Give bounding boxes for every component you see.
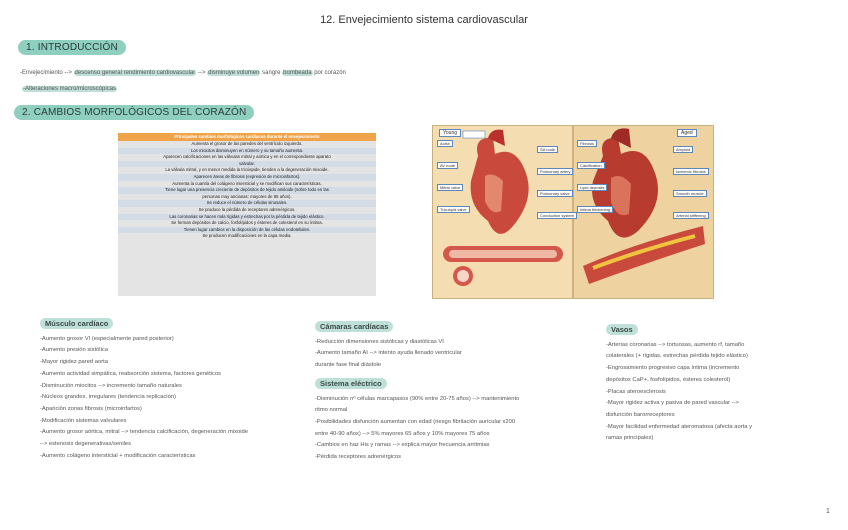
list-item: -Disminución nº células marcapasos (90% entre 20-75 años) --> mantenimiento: [315, 395, 520, 402]
intro-highlight: bombeada: [283, 70, 312, 76]
list-item: -Mayor rigidez activa y pasiva de pared vascular -->: [606, 400, 739, 407]
table-row: Aumenta la cuantía del colágeno intersticial y se modifican sus características.: [172, 180, 322, 186]
table-row: Se reduce el número de células sinusales.: [118, 200, 376, 207]
figure-label: AV node: [437, 162, 458, 169]
intro-highlight: disminuye volumen: [208, 70, 260, 76]
list-item: colaterales (+ rígidas, estrechas pérdida tejido elástico): [606, 353, 748, 360]
table-header: Principales cambios morfológicos cardíacos durante el envejecimiento: [118, 133, 376, 141]
list-item: disfunción barorreceptores: [606, 411, 675, 418]
table-row: Se producen modificaciones en la capa media.: [202, 233, 292, 239]
list-item: -Placas ateroesclerosis: [606, 388, 666, 395]
intro-line-2: -Alteraciones macro/microscópicas: [23, 86, 117, 92]
list-item: -Aumento tamaño AI --> intento ayuda llenado ventricular: [315, 350, 462, 357]
intro-text: sangre: [260, 70, 283, 76]
list-item: durante fase final diástole: [315, 362, 382, 369]
vasos-heading: Vasos: [606, 324, 638, 335]
list-item: ramas principales): [606, 435, 654, 442]
table-row: Se forman depósitos de calcio, fosfolípidos y ésteres de colesterol en su íntima.: [171, 220, 323, 226]
list-item: -Engrosamiento progresivo capa íntima (incremento: [606, 365, 740, 372]
intro-text: -->: [196, 70, 208, 76]
intro-line-1: [20, 70, 346, 76]
musculo-column: [40, 318, 300, 462]
figure-label: Aorta: [437, 140, 453, 147]
list-item: -Reducción dimensiones sistólicas y diastólicas VI: [315, 338, 444, 345]
figure-label: Mitral valve: [437, 184, 463, 191]
figure-label: Amyloid: [673, 146, 693, 153]
figure-label: SA node: [537, 146, 558, 153]
list-item: -Disminución miocitos --> incremento tamaño naturales: [40, 382, 182, 389]
musculo-heading: Músculo cardíaco: [40, 318, 113, 329]
list-item: -Pérdida receptores adrenérgicos: [315, 454, 402, 461]
list-item: entre 40-90 años) --> 5% mayores 65 años y 10% mayores 75 años: [315, 430, 490, 437]
table-row: Tienen lugar cambios en la disposición de las células endoteliales.: [118, 227, 376, 234]
list-item: -Núcleos grandes, irregulares (tendencia replicación): [40, 394, 176, 401]
morphological-changes-table: [118, 133, 376, 296]
heart-aging-figure: [432, 125, 714, 299]
intro-highlight: descenso general rendimiento cardiovascular: [74, 70, 196, 76]
section-introduccion-heading: 1. INTRODUCCIÓN: [18, 40, 126, 55]
young-label: Young: [439, 129, 461, 137]
page-title: 12. Envejecimiento sistema cardiovascular: [320, 14, 528, 26]
table-row: personas muy ancianas: mayores de 85 años).: [202, 193, 292, 199]
table-row: La válvula mitral, y en menor medida la tricúspide, tienden a la degeneración mixoide.: [165, 167, 329, 173]
list-item: -Aumento grosor VI (especialmente pared posterior): [40, 335, 174, 342]
sistema-heading: Sistema eléctrico: [315, 378, 387, 389]
figure-label: Calcification: [577, 162, 605, 169]
vasos-column: [606, 324, 836, 445]
table-row: Aumenta el grosor de las paredes del ventrículo izquierdo.: [191, 141, 303, 146]
list-item: -Aumento colágeno intersticial + modificación características: [40, 452, 196, 459]
list-item: depósitos CaP+, fosfolípidos, ésteres colesterol): [606, 376, 731, 383]
figure-label: Fibrosis: [577, 140, 597, 147]
figure-label: Pulmonary artery: [537, 168, 573, 175]
table-row: Aparecen calcificaciones en las válvulas mitral y aórtica y en el correspondiente aparato: [163, 154, 331, 160]
figure-label: Intima thickening: [577, 206, 613, 213]
list-item: -Aumento actividad simpática, reabsorción sistema, factores genéticos: [40, 370, 222, 377]
figure-label: Tricuspid valve: [437, 206, 470, 213]
figure-label: Ischemic fibrosis: [673, 168, 709, 175]
list-item: -Mayor rigidez pared aorta: [40, 359, 108, 366]
camaras-heading: Cámaras cardíacas: [315, 321, 393, 332]
figure-label: Arterial stiffening: [673, 212, 709, 219]
page-number: 1: [826, 508, 830, 515]
table-row: Las coronarias se hacen más rígidas y estrechas por la pérdida de tejido elástico.: [118, 214, 376, 221]
list-item: -Aumento grosor aórtica, mitral --> tendencia calcificación, degeneración mixoide: [40, 429, 248, 436]
table-row: Aparecen áreas de fibrosis (expresión de microinfartos).: [118, 174, 376, 181]
figure-label: Lipid deposits: [577, 184, 607, 191]
list-item: -Aumento presión sistólica: [40, 347, 108, 354]
list-item: -Cambios en haz His y ramas --> explica mayor frecuencia arritmias: [315, 442, 490, 449]
table-row: Los miocitos disminuyen en número y su tamaño aumenta.: [118, 148, 376, 155]
list-item: --> estenosis degenerativas/seniles: [40, 441, 132, 448]
figure-label: Pulmonary valve: [537, 190, 573, 197]
camaras-column: [315, 321, 575, 464]
table-row: Tiene lugar una presencia creciente de depósitos de tejido amiloide (sobre todo en las: [118, 187, 376, 194]
list-item: ritmo normal: [315, 407, 348, 414]
table-row: valvular.: [118, 161, 376, 168]
list-item: -Arterias coronarias --> tortuosas, aumento rf, tamaño: [606, 341, 745, 348]
aged-label: Aged: [677, 129, 697, 137]
section-cambios-heading: 2. CAMBIOS MORFOLÓGICOS DEL CORAZÓN: [14, 105, 254, 120]
list-item: -Posibilidades disfunción aumentan con edad (riesgo fibrilación auricular x200: [315, 418, 516, 425]
list-item: -Mayor facilidad enfermedad ateromatosa (afecta aorta y: [606, 423, 752, 430]
list-item: -Modificación sistemas valvulares: [40, 417, 127, 424]
intro-text: por corazón: [312, 70, 346, 76]
figure-label: Conduction system: [537, 212, 577, 219]
table-row: Se produce la pérdida de receptores adrenérgicos.: [198, 206, 296, 212]
list-item: -Aparición zonas fibrosis (microinfartos): [40, 405, 142, 412]
figure-label: Smooth muscle: [673, 190, 707, 197]
intro-text: -Envejecimiento -->: [20, 70, 74, 76]
